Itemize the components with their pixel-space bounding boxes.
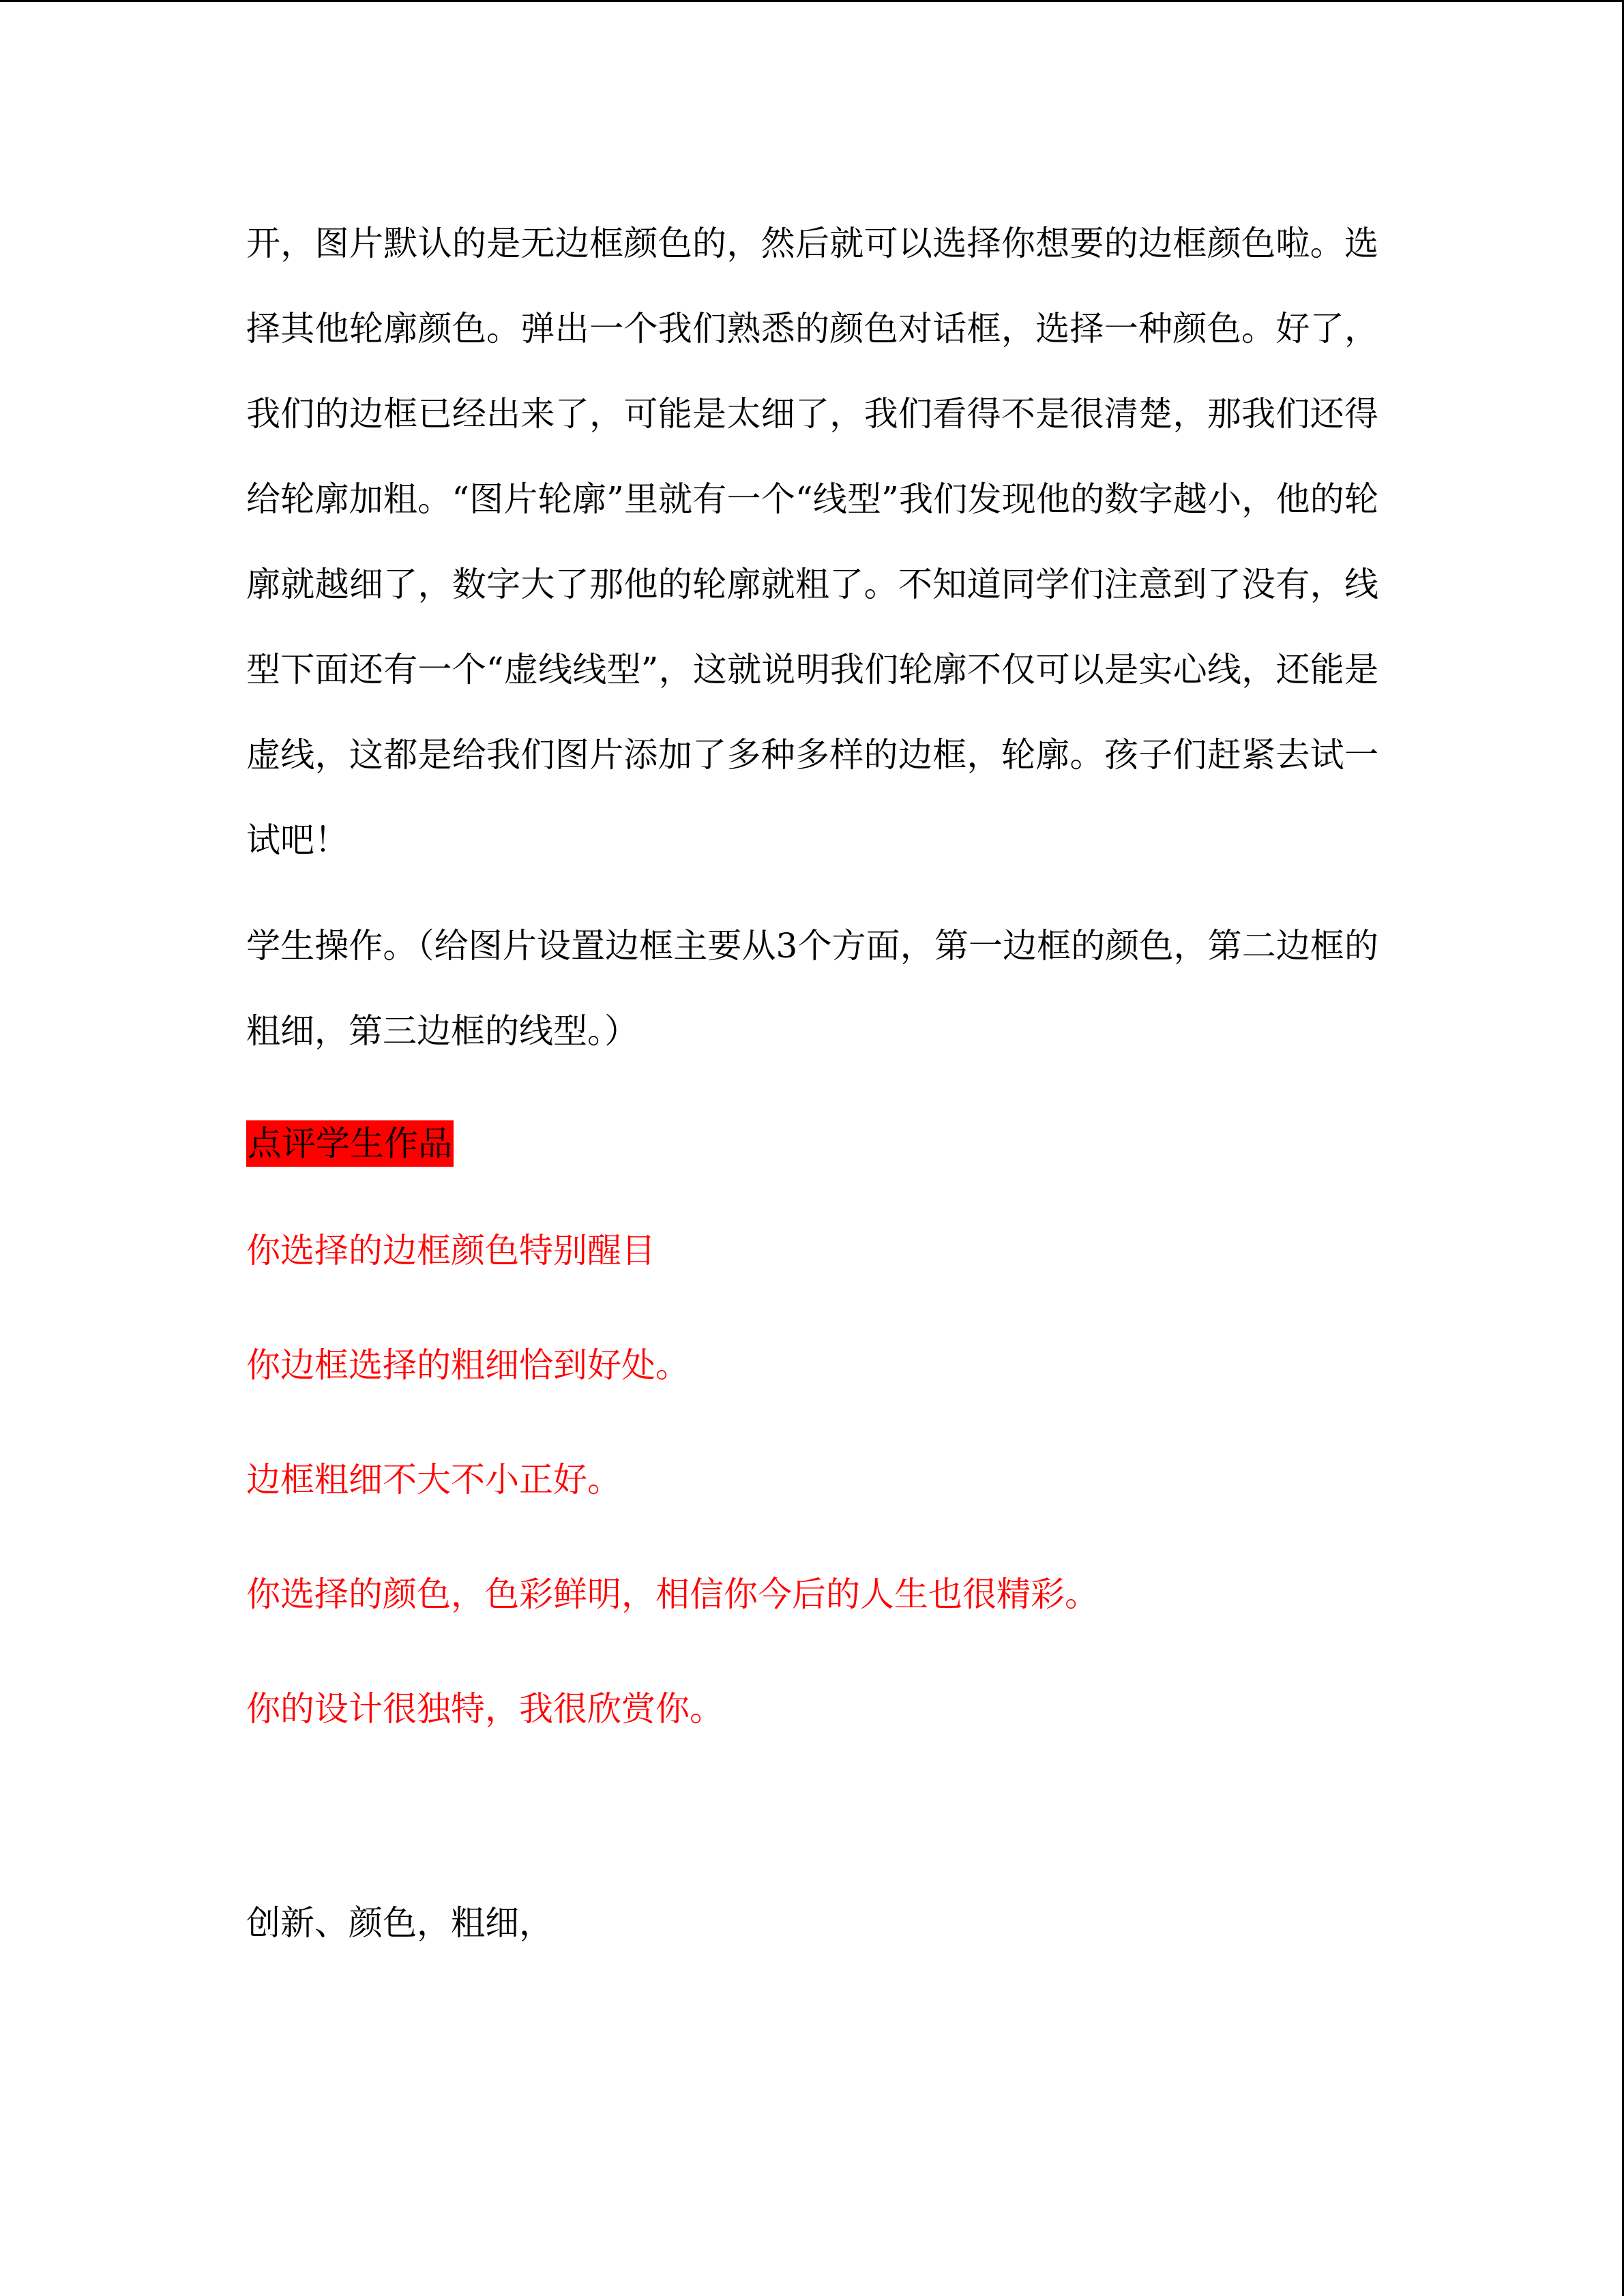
comment-item: 你边框选择的粗细恰到好处。 <box>246 1345 690 1385</box>
review-heading-line <box>246 1101 1378 1187</box>
comment-item: 你选择的颜色，色彩鲜明，相信你今后的人生也很精彩。 <box>246 1575 1099 1614</box>
comment-item: 边框粗细不大不小正好。 <box>246 1460 621 1500</box>
summary-keywords: 创新、颜色，粗细， <box>246 1903 553 1943</box>
comment-list <box>246 1193 1378 1766</box>
comment-item: 你的设计很独特，我很欣赏你。 <box>246 1689 724 1729</box>
document-body <box>246 201 1378 1966</box>
instruction-paragraph: 开，图片默认的是无边框颜色的，然后就可以选择你想要的边框颜色啦。选择其他轮廓颜色。弹出一个我们熟悉的颜色对话框，选择一种颜色。好了，我们的边框已经出来了，可能是太细了，我们看得不是很清楚，那我们还得给轮廓加粗。“图片轮廓”里就有一个“线型”我们发现他的数字越小，他的轮廓就越细了，数字大了那他的轮廓就粗了。不知道同学们注意到了没有，线型下面还有一个“虚线线型”，这就说明我们轮廓不仅可以是实心线，还能是虚线，这都是给我们图片添加了多种多样的边框，轮廓。孩子们赶紧去试一试吧！ <box>246 224 1378 860</box>
review-heading: 点评学生作品 <box>246 1120 454 1167</box>
comment-item: 你选择的边框颜色特别醒目 <box>246 1231 655 1270</box>
student-operation-paragraph: 学生操作。（给图片设置边框主要从3个方面，第一边框的颜色，第二边框的粗细，第三边框的线型。） <box>246 926 1378 1051</box>
